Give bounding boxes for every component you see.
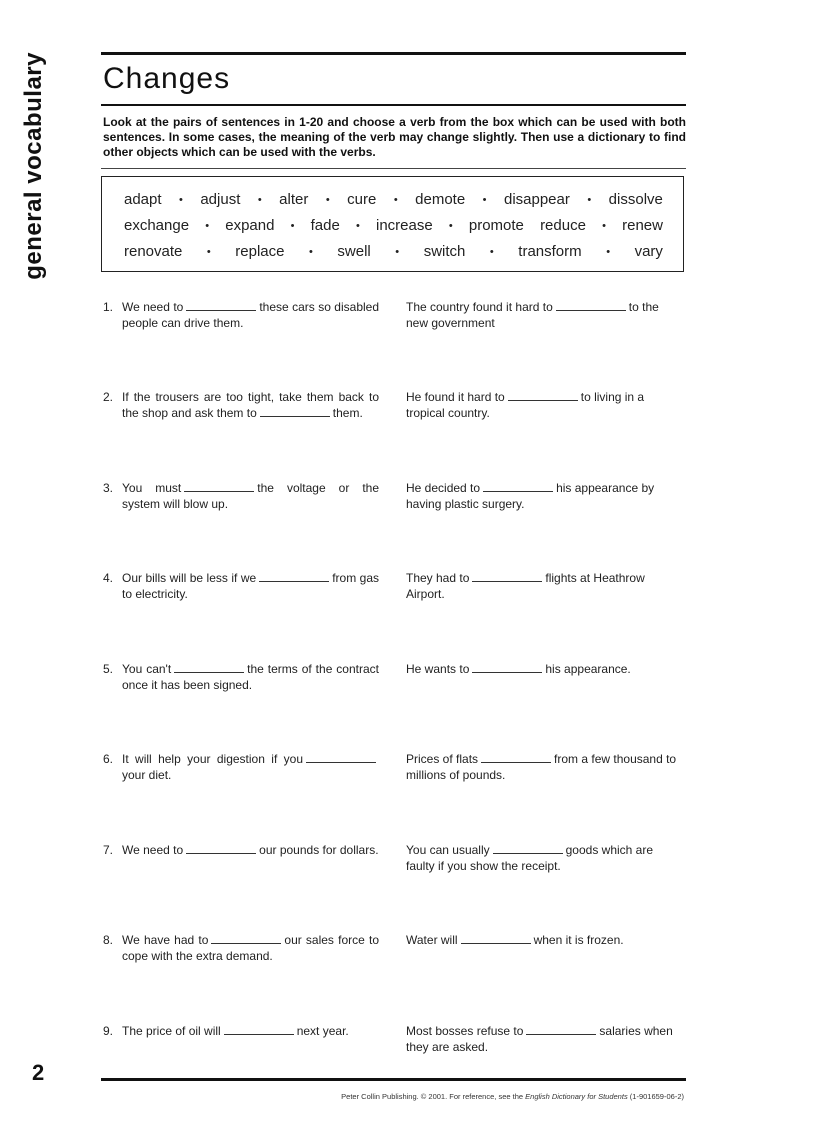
verb-word: alter: [279, 191, 309, 208]
bottom-rule: [101, 1078, 686, 1081]
bullet-separator: •: [309, 245, 313, 258]
sentence: [406, 1024, 673, 1054]
section-label-text: general vocabulary: [20, 52, 47, 280]
page-title: Changes: [103, 62, 231, 95]
sentence-start: Our bills will be less if we: [122, 571, 257, 585]
sentence-end: next year.: [296, 1024, 349, 1038]
answer-blank[interactable]: [259, 572, 329, 582]
sentence-start: You can usually: [406, 843, 490, 857]
bullet-separator: •: [206, 245, 211, 258]
sentence-start: It will help your digestion if you: [122, 752, 303, 766]
sentence: [122, 389, 379, 421]
sentence-start: If the trousers are too tight, take them back to the shop and ask them to: [122, 390, 379, 420]
footer-text: Peter Collin Publishing. © 2001. For reference, see the: [341, 1092, 526, 1101]
page-number: 2: [32, 1060, 45, 1085]
verb-word: transform: [518, 243, 582, 260]
sentence-start: He decided to: [406, 481, 481, 495]
bullet-separator: •: [489, 245, 494, 258]
answer-blank[interactable]: [260, 407, 330, 417]
verb-word: demote: [415, 191, 466, 208]
sentence: [406, 300, 659, 330]
question-9-left: [103, 1023, 379, 1039]
sentence-start: We have had to: [122, 933, 209, 947]
sentence: [406, 390, 644, 420]
sentence-end: these cars so disabled people can drive them.: [122, 300, 380, 330]
sentence: [122, 570, 379, 602]
verb-row: [124, 243, 663, 260]
bullet-separator: •: [355, 219, 360, 232]
sentence-end: his appearance.: [545, 662, 631, 676]
question-5-left: [103, 661, 379, 693]
footer-credit: [101, 1092, 684, 1101]
top-rule: [101, 52, 686, 55]
question-number: 7.: [103, 843, 114, 857]
question-7-right: [406, 842, 681, 874]
sentence-start: Prices of flats: [406, 752, 479, 766]
bullet-separator: •: [290, 219, 295, 232]
answer-blank[interactable]: [184, 482, 254, 492]
question-6-left: [103, 751, 379, 783]
sentence-end: our pounds for dollars.: [259, 843, 379, 857]
sentence-start: They had to: [406, 571, 470, 585]
sentence: [122, 842, 379, 858]
verb-box: [101, 176, 684, 272]
sentence-start: The country found it hard to: [406, 300, 553, 314]
bullet-separator: •: [395, 245, 400, 258]
question-2-right: [406, 389, 681, 421]
verb-word: adjust: [200, 191, 241, 208]
sentence-end: his appearance by having plastic surgery.: [406, 481, 655, 511]
question-2-left: [103, 389, 379, 421]
bullet-separator: •: [205, 219, 210, 232]
sentence-start: We need to: [122, 300, 184, 314]
verb-word: reduce: [540, 217, 586, 234]
question-number: 4.: [103, 571, 114, 585]
verb-word: expand: [225, 217, 275, 234]
sentence: [122, 751, 379, 783]
sentence: [406, 481, 654, 511]
sentence-start: You can't: [122, 662, 172, 676]
bullet-separator: •: [179, 193, 183, 206]
bullet-separator: •: [587, 193, 592, 206]
verb-word: cure: [347, 191, 377, 208]
sentence-end: when it is frozen.: [533, 933, 624, 947]
answer-blank[interactable]: [186, 301, 256, 311]
sentence-start: He found it hard to: [406, 390, 505, 404]
answer-blank[interactable]: [481, 753, 551, 763]
question-8-right: [406, 932, 681, 948]
verb-word: vary: [634, 243, 663, 260]
footer-book-title: English Dictionary for Students: [525, 1092, 628, 1101]
sentence-start: He wants to: [406, 662, 470, 676]
footer-isbn: (1-901659-06-2): [627, 1092, 684, 1101]
question-3-left: [103, 480, 379, 512]
sentence-end: goods which are faulty if you show the receipt.: [406, 843, 654, 873]
sentence-end: to living in a tropical country.: [406, 390, 645, 420]
sentence-end: our sales force to cope with the extra demand.: [122, 933, 379, 963]
sentence: [122, 1023, 379, 1039]
sentence: [122, 661, 379, 693]
bullet-separator: •: [325, 193, 330, 206]
question-4-right: [406, 570, 681, 602]
section-label: [14, 52, 54, 282]
sentence: [122, 932, 379, 964]
verb-word: exchange: [124, 217, 190, 234]
sentence-end: to the new government: [406, 300, 659, 330]
question-number: 6.: [103, 752, 114, 766]
sentence-end: salaries when they are asked.: [406, 1024, 673, 1054]
instructions-rule: [101, 168, 686, 169]
verb-row: [124, 217, 663, 234]
question-number: 9.: [103, 1024, 114, 1038]
answer-blank[interactable]: [556, 301, 626, 311]
sentence-start: We need to: [122, 843, 184, 857]
answer-blank[interactable]: [526, 1025, 596, 1035]
question-number: 8.: [103, 933, 114, 947]
answer-blank[interactable]: [306, 753, 376, 763]
answer-blank[interactable]: [186, 844, 256, 854]
verb-word: disappear: [503, 191, 570, 208]
sentence-end: your diet.: [122, 768, 172, 782]
verb-word: promote: [468, 217, 524, 234]
question-9-right: [406, 1023, 681, 1055]
question-6-right: [406, 751, 681, 783]
answer-blank[interactable]: [472, 663, 542, 673]
title-rule: [101, 104, 686, 106]
sentence: [406, 571, 645, 601]
question-7-left: [103, 842, 379, 858]
answer-blank[interactable]: [483, 482, 553, 492]
sentence-start: You must: [122, 481, 182, 495]
sentence-end: from a few thousand to millions of pounds.: [406, 752, 677, 782]
sentence: [122, 299, 379, 331]
question-number: 1.: [103, 300, 114, 314]
verb-row: [124, 191, 663, 208]
sentence-start: The price of oil will: [122, 1024, 221, 1038]
sentence: [406, 933, 624, 947]
question-8-left: [103, 932, 379, 964]
sentence: [122, 480, 379, 512]
verb-word: adapt: [124, 191, 162, 208]
question-3-right: [406, 480, 681, 512]
verb-word: increase: [376, 217, 433, 234]
answer-blank[interactable]: [508, 391, 578, 401]
question-4-left: [103, 570, 379, 602]
verb-word: dissolve: [608, 191, 663, 208]
sentence-end: flights at Heathrow Airport.: [406, 571, 645, 601]
verb-word: renovate: [124, 243, 183, 260]
verb-word: replace: [235, 243, 285, 260]
answer-blank[interactable]: [493, 844, 563, 854]
question-1-right: [406, 299, 681, 331]
bullet-separator: •: [606, 245, 611, 258]
question-number: 5.: [103, 662, 114, 676]
answer-blank[interactable]: [211, 934, 281, 944]
instructions: Look at the pairs of sentences in 1-20 and choose a verb from the box which can be used with both sentences. In some cases, the meaning of the verb may change slightly. Then use a dictionary to find other objects which can be used with the verbs.: [103, 115, 686, 159]
sentence: [406, 752, 676, 782]
sentence: [406, 662, 631, 676]
bullet-separator: •: [448, 219, 453, 232]
bullet-separator: •: [393, 193, 398, 206]
answer-blank[interactable]: [174, 663, 244, 673]
sentence-end: the voltage or the system will blow up.: [122, 481, 379, 511]
verb-word: fade: [310, 217, 340, 234]
answer-blank[interactable]: [472, 572, 542, 582]
bullet-separator: •: [602, 219, 606, 232]
answer-blank[interactable]: [224, 1025, 294, 1035]
sentence-end: them.: [332, 406, 363, 420]
sentence: [406, 843, 653, 873]
sentence-end: from gas to electricity.: [122, 571, 380, 601]
question-5-right: [406, 661, 681, 677]
sentence-start: Water will: [406, 933, 458, 947]
verb-word: renew: [622, 217, 663, 234]
sentence-start: Most bosses refuse to: [406, 1024, 524, 1038]
bullet-separator: •: [257, 193, 262, 206]
question-number: 2.: [103, 390, 114, 404]
sentence-end: the terms of the contract once it has been signed.: [122, 662, 379, 692]
bullet-separator: •: [482, 193, 487, 206]
verb-word: swell: [337, 243, 371, 260]
question-number: 3.: [103, 481, 114, 495]
verb-word: switch: [423, 243, 466, 260]
answer-blank[interactable]: [461, 934, 531, 944]
question-1-left: [103, 299, 379, 331]
